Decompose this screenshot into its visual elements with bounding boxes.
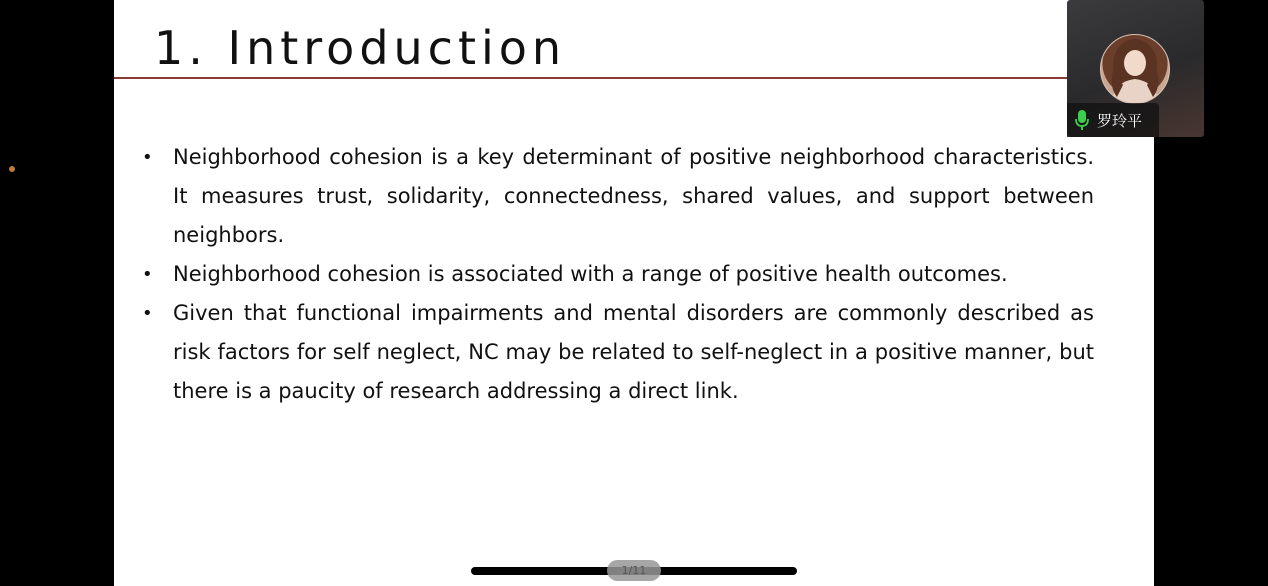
bullet-text: Given that functional impairments and mental disorders are commonly described as risk factors for self neglect, NC may be related to self-neglect in a positive manner, but there is a paucity of research addressing a direct link.: [173, 301, 1094, 403]
slide-title: 1. Introduction: [154, 21, 567, 75]
participant-name-bar: [1067, 103, 1159, 137]
microphone-icon: [1074, 109, 1090, 131]
bullet-dot-icon: •: [142, 303, 153, 324]
bullet-dot-icon: •: [142, 264, 153, 285]
bullet-item: [136, 255, 1094, 294]
bullet-item: [136, 294, 1094, 411]
title-divider: [114, 77, 1154, 79]
bullet-text: Neighborhood cohesion is associated with a range of positive health outcomes.: [173, 262, 1008, 286]
bullet-dot-icon: •: [142, 147, 153, 168]
edge-indicator-dot: [9, 166, 15, 172]
presentation-slide: [114, 0, 1154, 586]
page-indicator: 1/11: [607, 560, 661, 581]
avatar: [1100, 34, 1170, 104]
bullet-text: Neighborhood cohesion is a key determinant of positive neighborhood characteristics. It measures trust, solidarity, connectedness, shared values, and support between neighbors.: [173, 145, 1094, 247]
bullet-list: [136, 138, 1094, 411]
participant-video-tile[interactable]: [1067, 0, 1204, 137]
bullet-item: [136, 138, 1094, 255]
participant-name: 罗玲平: [1097, 111, 1143, 130]
